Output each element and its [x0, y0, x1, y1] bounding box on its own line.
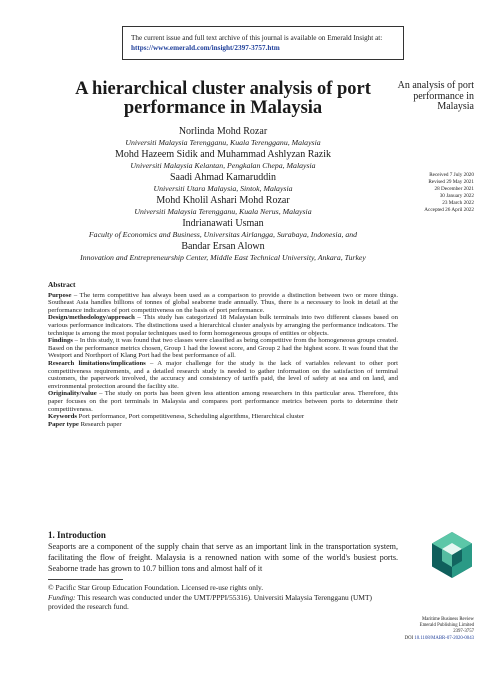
- journal-doi: [396, 636, 474, 642]
- copyright-notice: © Pacific Star Group Education Foundation. Licensed re-use rights only.: [48, 583, 264, 592]
- keywords-text: Port performance, Port competitiveness, Scheduling algorithms, Hierarchical cluster: [76, 413, 305, 421]
- abstract-originality: [48, 390, 398, 413]
- introduction-text: Seaports are a component of the supply chain that serve as an important link in the transportation system, facilitating the flow of freight. Malaysia is a renowned nation with some of the world's busiest ports. Seaborne trade has grown to 10.7 billion tons and almost half of it: [48, 542, 398, 573]
- author-name: Mohd Hazeem Sidik and Muhammad Ashlyzan Razik: [114, 149, 332, 160]
- journal-url-link[interactable]: https://www.emerald.com/insight/2397-3757.htm: [131, 44, 280, 52]
- purpose-label: Purpose: [48, 291, 72, 299]
- author-name: Mohd Kholil Ashari Mohd Rozar: [156, 195, 290, 206]
- journal-name: Maritime Business Review: [422, 617, 474, 622]
- revised-date: 28 December 2021: [434, 185, 474, 192]
- received-date: Received 7 July 2020: [429, 172, 474, 178]
- abstract-paper-type: [48, 421, 398, 429]
- doi-link[interactable]: 10.1108/MABR-07-2020-0043: [414, 635, 474, 641]
- abstract-limitations: [48, 360, 398, 390]
- design-text: – This study has categorized 18 Malaysian bulk terminals into two different classes based on various performance indicators. The distinctions used a hierarchical cluster analysis by arranging the performance indicators. The technique is among the most popular techniques used to form homogeneous groups of entities or objects.: [48, 314, 398, 337]
- funding-label: Funding:: [48, 592, 76, 602]
- accepted-date: Accepted 26 April 2022: [424, 206, 474, 213]
- findings-text: – In this study, it was found that two classes were classified as being competitive from the homogeneous groups created. Based on the performance metrics chosen, Group 1 had the lowest score, and Group 2 had the highest score. It was found that the Westport and Northport of Klang Port had the best performance of all.: [48, 337, 398, 360]
- author-name: Indrianawati Usman: [182, 218, 264, 229]
- revised-date: 30 January 2022: [439, 192, 474, 199]
- originality-text: – The study on ports has been given less attention among researchers in this particular area. Therefore, this paper focuses on the port terminals in Malaysia and compares port performance metrics between ports to determine their competitiveness.: [48, 390, 398, 413]
- author-name: Norlinda Mohd Rozar: [178, 126, 268, 137]
- author-affiliation: Universiti Malaysia Terengganu, Kuala Terengganu, Malaysia: [125, 138, 321, 147]
- notice-text: The current issue and full text archive of this journal is available on Emerald Insight at:: [131, 34, 383, 42]
- journal-logo-icon: [432, 532, 472, 578]
- author-affiliation: Universiti Malaysia Kelantan, Pengkalan Chepa, Malaysia: [130, 161, 316, 170]
- journal-availability-notice: [122, 26, 404, 60]
- journal-info: [396, 617, 474, 642]
- footnotes: [48, 583, 398, 612]
- author-affiliation: Universiti Malaysia Terengganu, Kuala Nerus, Malaysia: [134, 207, 312, 216]
- originality-label: Originality/value: [48, 390, 97, 398]
- footnote-divider: [48, 579, 123, 580]
- revised-date: Revised 29 May 2021: [428, 178, 474, 185]
- abstract-purpose: [48, 292, 398, 315]
- abstract-findings: [48, 337, 398, 360]
- design-label: Design/methodology/approach: [48, 314, 135, 322]
- author-affiliation: Innovation and Entrepreneurship Center, Middle East Technical University, Ankara, Turkey: [80, 253, 366, 262]
- section-heading: 1. Introduction: [48, 530, 106, 540]
- journal-issn: 2397-3757: [453, 629, 474, 635]
- abstract-design: [48, 314, 398, 337]
- abstract-keywords: [48, 413, 398, 421]
- abstract-heading: Abstract: [48, 280, 76, 289]
- article-title: A hierarchical cluster analysis of port performance in Malaysia: [75, 79, 371, 118]
- purpose-text: – The term competitive has always been used as a comparison to provide a distinction between two or more things. Southeast Asia handles billions of tonnes of global seaborne trade annually. Thus, there is a necessary to look in detail at the performance indicators of port competitiveness on the basis of port performance.: [48, 291, 398, 314]
- keywords-label: Keywords: [48, 413, 77, 421]
- revised-date: 23 March 2022: [442, 199, 474, 206]
- doi-label: DOI: [404, 635, 414, 641]
- author-name: Saadi Ahmad Kamaruddin: [169, 172, 277, 183]
- journal-publisher: Emerald Publishing Limited: [419, 623, 474, 629]
- author-affiliation: Faculty of Economics and Business, Universitas Airlangga, Surabaya, Indonesia, and: [88, 230, 358, 239]
- author-list: [48, 126, 398, 264]
- funding-text: This research was conducted under the UMT/PPPI/55316). Universiti Malaysia Terengganu (UMT) provided the research fund.: [48, 592, 372, 611]
- findings-label: Findings: [48, 337, 73, 345]
- paper-type-text: Research paper: [78, 420, 122, 428]
- author-name: Bandar Ersan Alown: [181, 241, 265, 252]
- article-history-dates: [396, 172, 474, 213]
- running-title: An analysis of port performance in Malaysia: [397, 80, 474, 112]
- funding-note: [48, 593, 398, 612]
- limitations-label: Research limitations/implications: [48, 359, 146, 367]
- abstract-section: [48, 281, 398, 428]
- paper-type-label: Paper type: [48, 420, 79, 428]
- author-affiliation: Universiti Utara Malaysia, Sintok, Malaysia: [153, 184, 293, 193]
- limitations-text: – A major challenge for the study is the lack of variables relevant to other port competitiveness requirements, and a detailed research study is needed to gather information on the satisfaction of terminal customers, the paperwork involved, the accuracy and consistency of tariffs paid, the level of safety at sea and on land, and environmental protection around the facility site.: [48, 359, 399, 390]
